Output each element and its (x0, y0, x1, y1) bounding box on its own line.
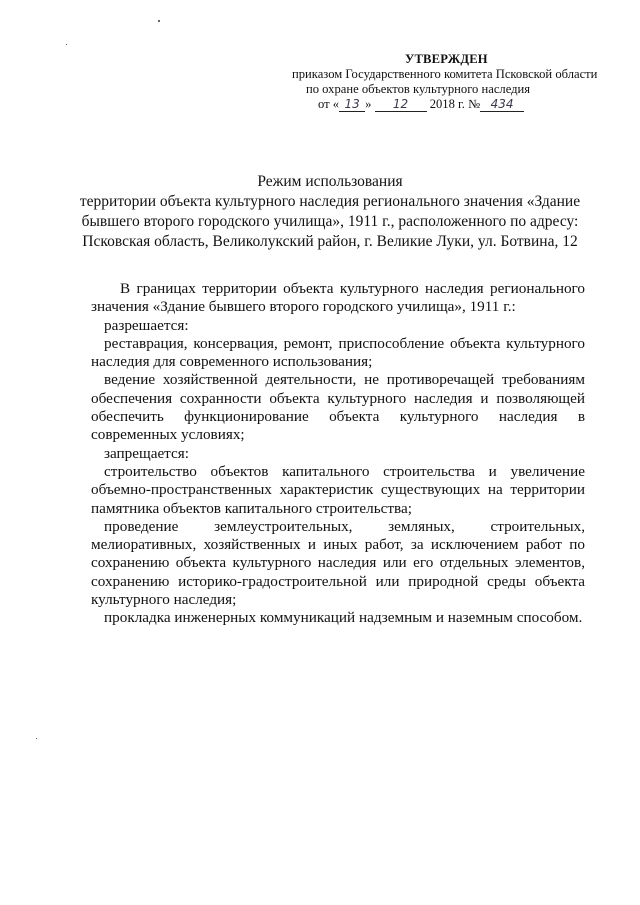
forbidden-label: запрещается: (104, 444, 189, 462)
forbidden-item: проведение землеустроительных, земляных, строительных, мелиоративных, хозяйственных и иных работ, за исключением работ по сохранению объекта культурного наследия или его отдельных элементов, сохранению историко-градостроительной или природной среды объекта культурного наследия; (91, 517, 585, 609)
approval-title: УТВЕРЖДЕН (405, 52, 488, 66)
approval-line-2: по охране объектов культурного наследия (306, 82, 531, 96)
scan-speck (158, 20, 160, 22)
document-body (91, 280, 585, 628)
approval-line-1: приказом Государственного комитета Псковской области (292, 67, 598, 81)
heading-line-3: Псковская область, Великолукский район, г. Великие Луки, ул. Ботвина, 12 (82, 233, 578, 250)
heading-title: Режим использования (257, 173, 403, 190)
handwritten-day: 13 (339, 98, 365, 112)
document-heading (60, 172, 600, 252)
approval-date-line (318, 97, 524, 112)
allowed-item: реставрация, консервация, ремонт, приспособление объекта культурного наследия для современного использования; (91, 334, 585, 371)
year-text: 2018 г. № (429, 97, 481, 111)
date-prefix: от « (318, 97, 340, 111)
scan-speck (36, 738, 37, 739)
allowed-item: ведение хозяйственной деятельности, не противоречащей требованиям обеспечения сохранности объекта культурного наследия и позволяющей обеспечить функционирование объекта культурного наследия в современных условиях; (91, 371, 585, 444)
heading-line-1: территории объекта культурного наследия регионального значения «Здание (79, 193, 581, 210)
handwritten-number: 434 (480, 98, 524, 112)
scan-speck (66, 44, 67, 45)
intro-paragraph: В границах территории объекта культурного наследия регионального значения «Здание бывшего второго городского училища», 1911 г.: (91, 280, 585, 316)
heading-line-2: бывшего второго городского училища», 1911 г., расположенного по адресу: (81, 213, 579, 230)
handwritten-month: 12 (375, 98, 427, 112)
forbidden-item: строительство объектов капитального строительства и увеличение объемно-пространственных характеристик существующих на территории памятника объектов капитального строительства; (91, 462, 585, 517)
forbidden-item: прокладка инженерных коммуникаций надземным и наземным способом. (104, 609, 583, 627)
allowed-label: разрешается: (104, 316, 189, 334)
date-mid: » (365, 97, 372, 111)
approval-block (0, 52, 640, 112)
